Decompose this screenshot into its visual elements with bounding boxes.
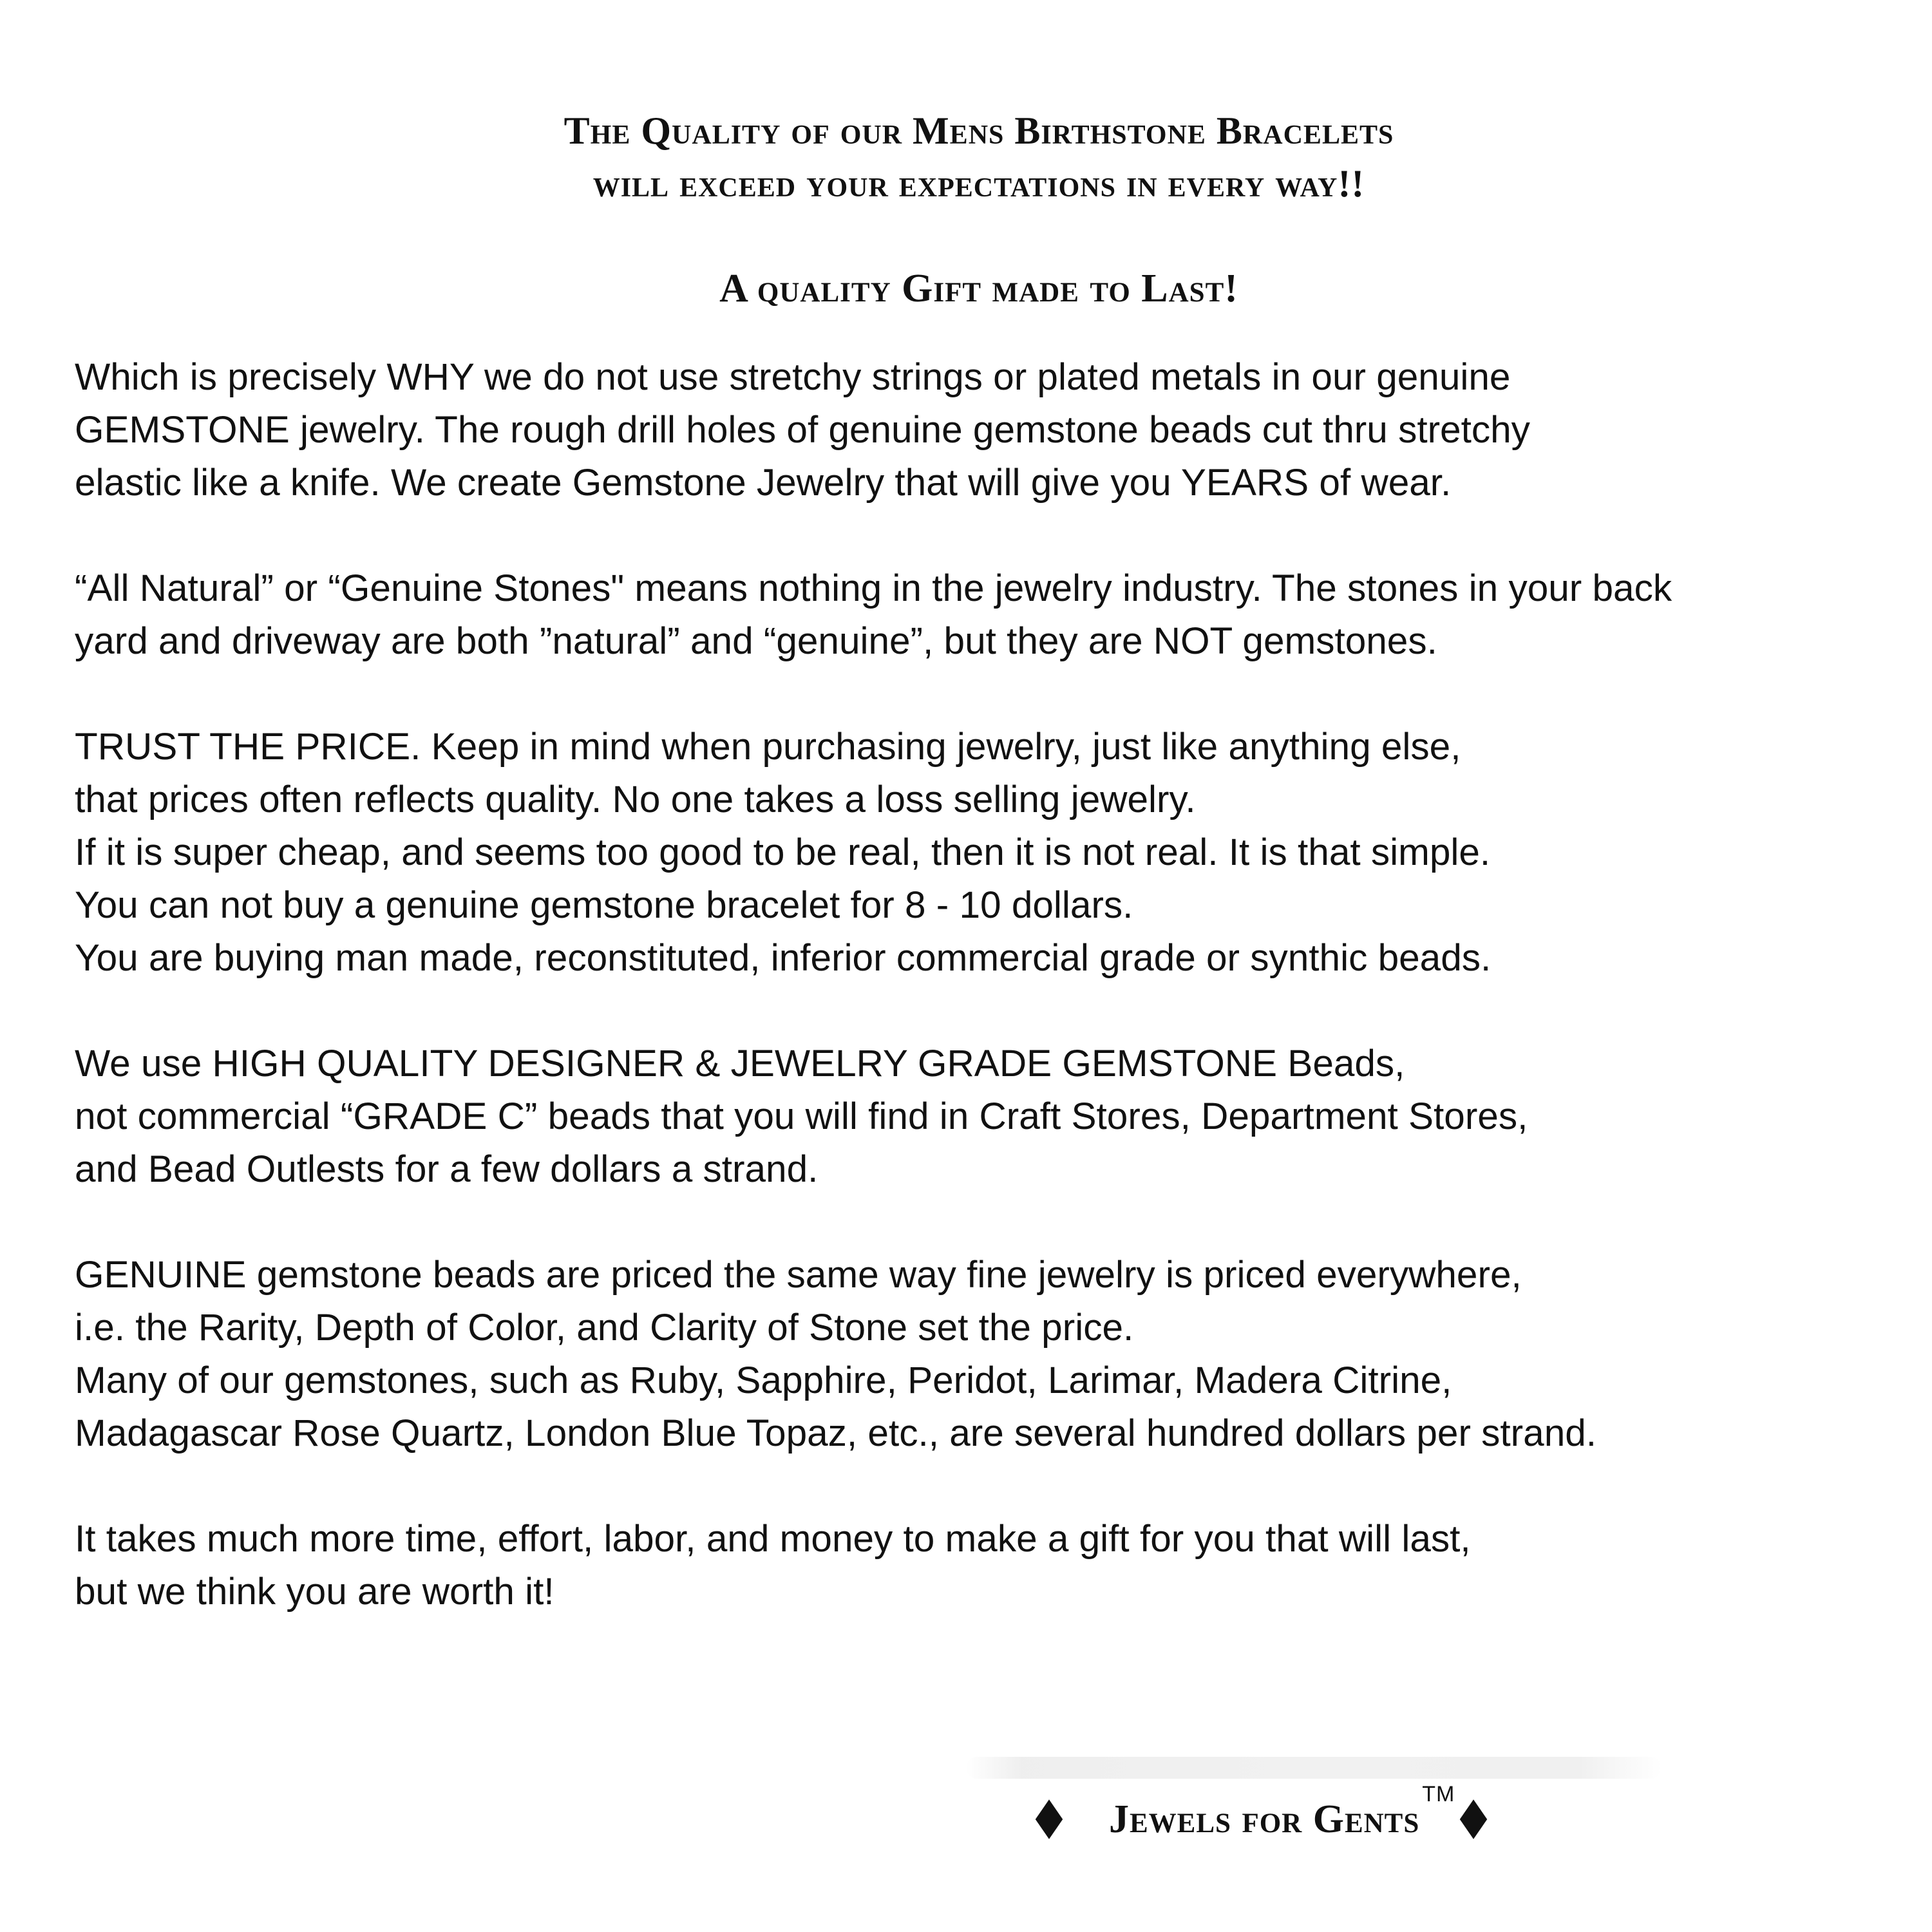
paragraph-line: Which is precisely WHY we do not use stretchy strings or plated metals in our genuine xyxy=(75,356,1511,398)
paragraph-line: TRUST THE PRICE. Keep in mind when purchasing jewelry, just like anything else, xyxy=(75,726,1461,768)
headline-line-1: The Quality of our Mens Birthstone Bracelets xyxy=(564,109,1394,152)
headline xyxy=(0,104,1932,210)
paragraph-genuine-pricing xyxy=(75,1249,1917,1460)
body-text xyxy=(75,351,1917,1618)
paragraph-trust-the-price xyxy=(75,721,1917,985)
paragraph-line: not commercial “GRADE C” beads that you will find in Craft Stores, Department Stores, xyxy=(75,1095,1528,1137)
paragraph-line: We use HIGH QUALITY DESIGNER & JEWELRY GRADE GEMSTONE Beads, xyxy=(75,1043,1405,1084)
brand-name xyxy=(1109,1781,1455,1842)
brand-name-text: Jewels for Gents xyxy=(1109,1797,1420,1841)
paragraph-line: You can not buy a genuine gemstone bracelet for 8 - 10 dollars. xyxy=(75,884,1133,926)
paragraph-line: Many of our gemstones, such as Ruby, Sapphire, Peridot, Larimar, Madera Citrine, xyxy=(75,1359,1452,1401)
paragraph-line: “All Natural” or “Genuine Stones" means nothing in the jewelry industry. The stones in your back xyxy=(75,567,1672,609)
paragraph-line: GEMSTONE jewelry. The rough drill holes of genuine gemstone beads cut thru stretchy xyxy=(75,409,1530,451)
paragraph-line: but we think you are worth it! xyxy=(75,1571,554,1613)
paragraph-line: Madagascar Rose Quartz, London Blue Topaz, etc., are several hundred dollars per strand. xyxy=(75,1412,1597,1454)
faint-smudge xyxy=(966,1757,1662,1779)
paragraph-line: It takes much more time, effort, labor, and money to make a gift for you that will last, xyxy=(75,1518,1471,1560)
paragraph-line: that prices often reflects quality. No one takes a loss selling jewelry. xyxy=(75,779,1196,820)
paragraph-natural-stones xyxy=(75,562,1917,668)
signature xyxy=(1030,1781,1492,1848)
paragraph-line: i.e. the Rarity, Depth of Color, and Clarity of Stone set the price. xyxy=(75,1307,1134,1349)
paragraph-line: If it is super cheap, and seems too good to be real, then it is not real. It is that simple. xyxy=(75,831,1491,873)
paragraph-designer-grade xyxy=(75,1037,1917,1196)
diamond-bullet-icon xyxy=(1036,1799,1063,1839)
paragraph-line: and Bead Outlests for a few dollars a strand. xyxy=(75,1148,819,1190)
trademark-mark: TM xyxy=(1422,1781,1455,1806)
diamond-bullet-icon xyxy=(1460,1799,1487,1839)
subheadline-text: A quality Gift made to Last! xyxy=(719,267,1238,310)
paragraph-line: GENUINE gemstone beads are priced the same way fine jewelry is priced everywhere, xyxy=(75,1254,1522,1296)
headline-line-2: will exceed your expectations in every way!! xyxy=(592,162,1365,205)
paragraph-line: You are buying man made, reconstituted, inferior commercial grade or synthic beads. xyxy=(75,937,1492,979)
paragraph-no-stretchy-strings xyxy=(75,351,1917,509)
paragraph-worth-it xyxy=(75,1513,1917,1618)
paragraph-line: elastic like a knife. We create Gemstone Jewelry that will give you YEARS of wear. xyxy=(75,462,1452,504)
subheadline xyxy=(0,262,1932,315)
paragraph-line: yard and driveway are both ”natural” and “genuine”, but they are NOT gemstones. xyxy=(75,620,1437,662)
